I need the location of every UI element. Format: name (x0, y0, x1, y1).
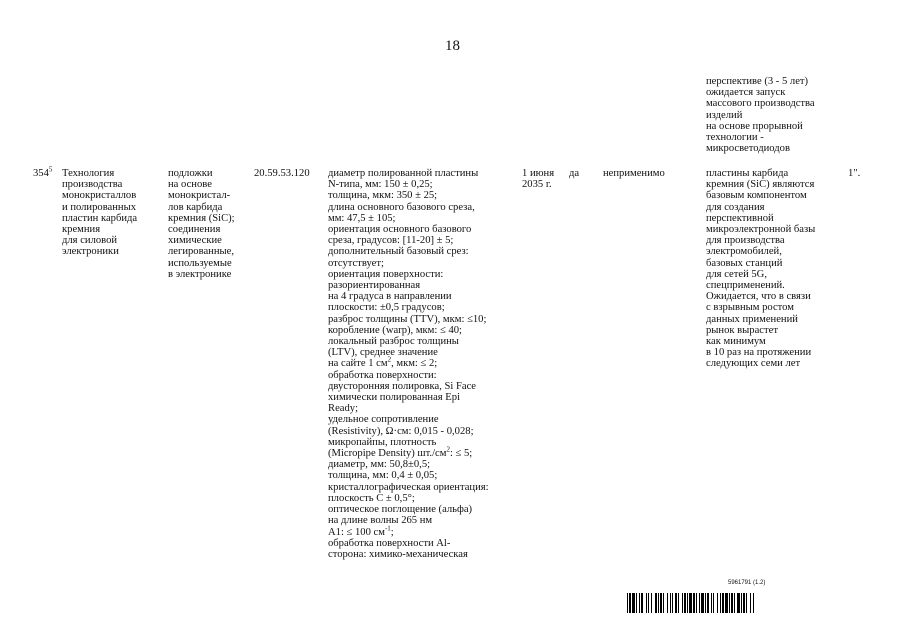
barcode (627, 593, 859, 613)
spec-sup-2: 2 (446, 445, 450, 454)
spec-part-b: , мкм: ≤ 2; обработка поверхности: двусторонняя полировка, Si Face химически полированная Epi Ready; удельное сопротивление (Resistivity), Ω·см: 0,015 - 0,028; микропайпы, плотность (Micropipe Density) шт./см (328, 358, 476, 460)
row-number-sup: 5 (48, 165, 53, 174)
page-number: 18 (445, 38, 460, 54)
row-number-value: 354 (33, 168, 49, 179)
product-code: 20.59.53.120 (254, 168, 310, 179)
technical-specification (328, 168, 518, 560)
spec-sup-3: -1 (384, 523, 391, 532)
flag-value: да (569, 168, 580, 179)
spec-part-a: диаметр полированной пластины N-типа, мм: 150 ± 0,25; толщина, мкм: 350 ± 25; длина основного базового среза, мм: 47,5 ± 105; ориентация основного базового среза, градусов: [11-20] ± 5; дополнительный базовый срез: отсутствует; ориентация поверхности: разориентированная на 4 градуса в направлении плоскости: ±0,5 градусов; разброс толщины (TTV), мкм: ≤10; коробление (warp), мкм: ≤ 40; локальный разброс толщины (LTV), среднее значение на сайте 1 см (328, 168, 487, 370)
spec-part-c: : ≤ 5; диаметр, мм: 50,8±0,5; толщина, мм: 0,4 ± 0,05; кристаллографическая ориентация: плоскость C ± 0,5°; оптическое поглощение (альфа) на длине волны 265 нм A1: ≤ 100 см (328, 448, 489, 538)
top-note: перспективе (3 - 5 лет) ожидается запуск массового производства изделий на основе прорывной технологии - микросветодиодов (706, 76, 815, 155)
note: пластины карбида кремния (SiC) являются базовым компонентом для создания перспективной микроэлектронной базы для производства электромобилей, базовых станций для сетей 5G, спецприменений. Ожидается, что в связи с взрывным ростом данных применений рынок вырастет как минимум в 10 раз на протяжении следующих семи лет (706, 168, 816, 370)
row-number (33, 165, 61, 179)
spec-sup-1: 2 (387, 355, 392, 364)
barcode-bar (754, 593, 755, 613)
target-date: 1 июня 2035 г. (522, 168, 555, 191)
technology-name: Технология производства монокристаллов и полированных пластин карбида кремния для силовой электроники (62, 168, 138, 258)
row-mark: 1". (848, 168, 861, 179)
barcode-caption: 5961791 (1.2) (728, 580, 766, 586)
applicability: неприменимо (603, 168, 665, 179)
spec-part-d: ; обработка поверхности Al- сторона: химико-механическая (328, 526, 468, 560)
product-description: подложки на основе монокристал- лов карбида кремния (SiC); соединения химические легированные, используемые в электронике (168, 168, 235, 280)
